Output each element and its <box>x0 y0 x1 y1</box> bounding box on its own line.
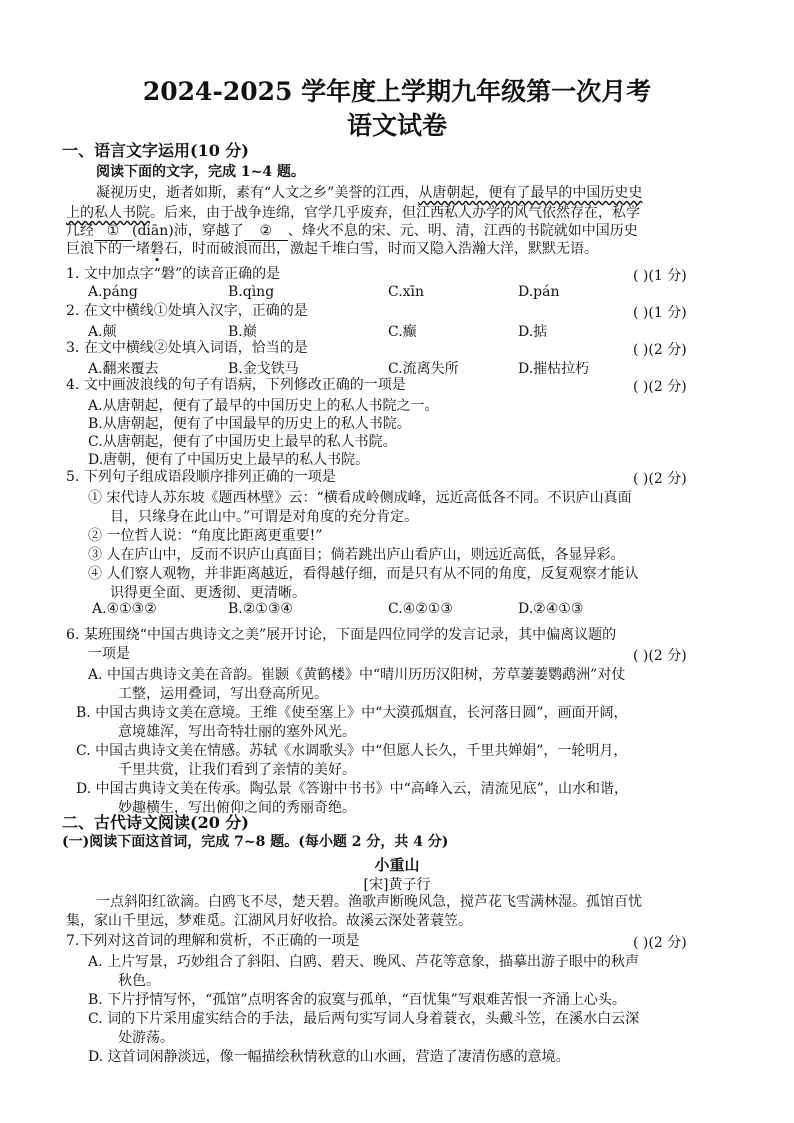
section1-instruction: 阅读下面的文字，完成 1~4 题。 <box>96 164 305 180</box>
q6-option-a-cont: 工整，运用叠词，写出登高所见。 <box>118 686 328 702</box>
q1-option-b[interactable]: B.qìng <box>228 284 275 300</box>
passage-line-3: 几经 ① (diān)沛，穿越了 ② 、烽火不息的宋、元、明、清，江西的书院就如中国历史 <box>66 223 638 239</box>
q6-score: ( )(2 分) <box>633 648 687 664</box>
section2-sub: (一)阅读下面这首词，完成 7~8 题。(每小题 2 分，共 4 分) <box>62 834 449 850</box>
q5-option-a[interactable]: A.④①③② <box>92 601 157 617</box>
q3-score: ( )(2 分) <box>633 342 687 358</box>
passage-line-4: 巨浪下的一堵磐石，时而破浪而出，激起千堆白雪，时而又隐入浩瀚大洋，默默无语。 <box>66 241 598 257</box>
q4-option-a[interactable]: A.从唐朝起，便有了最早的中国历史上的私人书院之一。 <box>88 398 439 414</box>
q7-option-a-cont: 秋色。 <box>118 973 160 989</box>
q7-option-c-cont: 处游荡。 <box>118 1030 174 1046</box>
q1-option-d[interactable]: D.pán <box>518 284 560 300</box>
poem-line-2: 集，家山千里远，梦难觅。江湖风月好收拾。故溪云深处著蓑笠。 <box>66 913 472 929</box>
q5-score: ( )(2 分) <box>633 471 687 487</box>
q1-option-c[interactable]: C.xīn <box>388 284 425 300</box>
q6-option-b[interactable]: B. 中国古典诗文美在意境。王维《使至塞上》中“大漠孤烟直，长河落日圆”，画面开阔， <box>76 705 628 721</box>
blank-2: ② <box>244 222 288 241</box>
q5-option-b[interactable]: B.②①③④ <box>228 601 293 617</box>
passage-line-2: 上的私人书院。后来，由于战争连绵，官学几乎废弃，但江西私人办学的风气依然存在，私学 <box>66 205 640 221</box>
q4-option-c[interactable]: C.从唐朝起，便有了中国历史上最早的私人书院。 <box>88 434 397 450</box>
q7-option-b[interactable]: B. 下片抒情写怀，“孤馆”点明客舍的寂寞与孤单，“百忧集”写艰难苦恨一齐涌上心头。 <box>88 992 626 1008</box>
q7-option-c[interactable]: C. 词的下片采用虚实结合的手法，最后两句实写词人身着蓑衣，头戴斗笠，在溪水白云深 <box>88 1011 640 1027</box>
q5-sentence-3: ③ 人在庐山中，反而不识庐山真面目；倘若跳出庐山看庐山，则远近高低，各显异彩。 <box>88 547 625 563</box>
wavy-sentence-part2: 上的私人书院 <box>66 205 150 221</box>
passage-line-1: 凝视历史，逝者如斯，素有“人文之乡”美誉的江西，从唐朝起，便有了最早的中国历史史 <box>96 185 643 201</box>
q4-option-b[interactable]: B.从唐朝起，便有了中国最早的历史上的私人书院。 <box>88 416 411 432</box>
q7-score: ( )(2 分) <box>633 935 687 951</box>
poem-author: [宋]黄子行 <box>363 877 431 893</box>
poem-line-1: 一点斜阳红欲滴。白鸥飞不尽，楚天碧。渔歌声断晚风急，搅芦花飞雪满林湿。孤馆百忧 <box>96 894 642 910</box>
q2-option-c[interactable]: C.癫 <box>388 324 417 340</box>
q5-sentence-4: ④ 人们察人观物，并非距离越近，看得越仔细，而是只有从不同的角度，反复观察才能认 <box>88 566 639 582</box>
q3-stem: 3. 在文中横线②处填入词语，恰当的是 <box>66 340 308 356</box>
q6-stem-cont: 一项是 <box>88 646 130 662</box>
q7-option-d[interactable]: D. 这首词闲静淡远，像一幅描绘秋情秋意的山水画，营造了凄清伤感的意境。 <box>88 1049 570 1065</box>
q1-score: ( )(1 分) <box>633 268 687 284</box>
q2-option-d[interactable]: D.掂 <box>518 324 548 340</box>
q6-stem: 6. 某班围绕“中国古典诗文之美”展开讨论，下面是四位同学的发言记录，其中偏离议题的 <box>66 627 617 643</box>
section1-heading: 一、语言文字运用(10 分) <box>62 141 249 160</box>
dotted-char: 磐 <box>150 241 164 257</box>
q2-score: ( )(1 分) <box>633 305 687 321</box>
blank-1: ① <box>94 222 132 241</box>
q4-score: ( )(2 分) <box>633 379 687 395</box>
q2-stem: 2. 在文中横线①处填入汉字，正确的是 <box>66 303 308 319</box>
q2-option-a[interactable]: A.颠 <box>88 324 117 340</box>
page-subtitle: 语文试卷 <box>346 111 447 140</box>
q6-option-c[interactable]: C. 中国古典诗文美在情感。苏轼《水调歌头》中“但愿人长久，千里共婵娟”，一轮明月， <box>76 743 628 759</box>
q5-sentence-1: ① 宋代诗人苏东坡《题西林壁》云：“横看成岭侧成峰，远近高低各不同。不识庐山真面 <box>88 490 632 506</box>
q1-stem: 1. 文中加点字“磐”的读音正确的是 <box>66 266 281 282</box>
q3-option-b[interactable]: B.金戈铁马 <box>228 361 299 377</box>
q5-sentence-2: ② 一位哲人说：“角度比距离更重要!” <box>88 528 323 544</box>
q3-option-a[interactable]: A.翻来覆去 <box>88 361 159 377</box>
q3-option-d[interactable]: D.摧枯拉朽 <box>518 361 590 377</box>
q4-stem: 4. 文中画波浪线的句子有语病，下列修改正确的一项是 <box>66 377 406 393</box>
q5-sentence-4-cont: 识得更全面、更透彻、更清晰。 <box>110 585 306 601</box>
q5-option-c[interactable]: C.④②①③ <box>388 601 453 617</box>
q3-option-c[interactable]: C.流离失所 <box>388 361 459 377</box>
q6-option-d[interactable]: D. 中国古典诗文美在传承。陶弘景《答谢中书书》中“高峰入云，清流见底”，山水和谐， <box>76 781 628 797</box>
q5-sentence-1-cont: 目，只缘身在此山中。”可谓是对角度的充分肯定。 <box>110 509 419 525</box>
q6-option-a[interactable]: A. 中国古典诗文美在音韵。崔颢《黄鹤楼》中“晴川历历汉阳树，芳草萋萋鹦鹉洲”对仗 <box>88 667 626 683</box>
page-title: 2024-2025 学年度上学期九年级第一次月考 <box>142 77 652 106</box>
q7-option-a[interactable]: A. 上片写景，巧妙组合了斜阳、白鸥、碧天、晚风、芦花等意象，描摹出游子眼中的秋声 <box>88 954 640 970</box>
section2-heading: 二、古代诗文阅读(20 分) <box>62 813 249 832</box>
poem-title: 小重山 <box>374 856 420 874</box>
q6-option-d-cont: 妙趣横生，写出俯仰之间的秀丽奇绝。 <box>118 800 356 816</box>
q1-option-a[interactable]: A.páng <box>88 284 138 300</box>
q5-stem: 5. 下列句子组成语段顺序排列正确的一项是 <box>66 469 336 485</box>
q5-option-d[interactable]: D.②④①③ <box>518 601 584 617</box>
q2-option-b[interactable]: B.巅 <box>228 324 257 340</box>
q7-stem: 7.下列对这首词的理解和赏析，不正确的一项是 <box>66 933 360 949</box>
q4-option-d[interactable]: D.唐朝，便有了中国历史上最早的私人书院。 <box>88 452 370 468</box>
q6-option-c-cont: 千里共赏，让我们看到了亲情的美好。 <box>118 762 356 778</box>
q6-option-b-cont: 意境雄浑，写出奇特壮丽的塞外风光。 <box>118 724 356 740</box>
wavy-sentence-part1: 从唐朝起，便有了最早的中国历史史 <box>418 185 643 201</box>
